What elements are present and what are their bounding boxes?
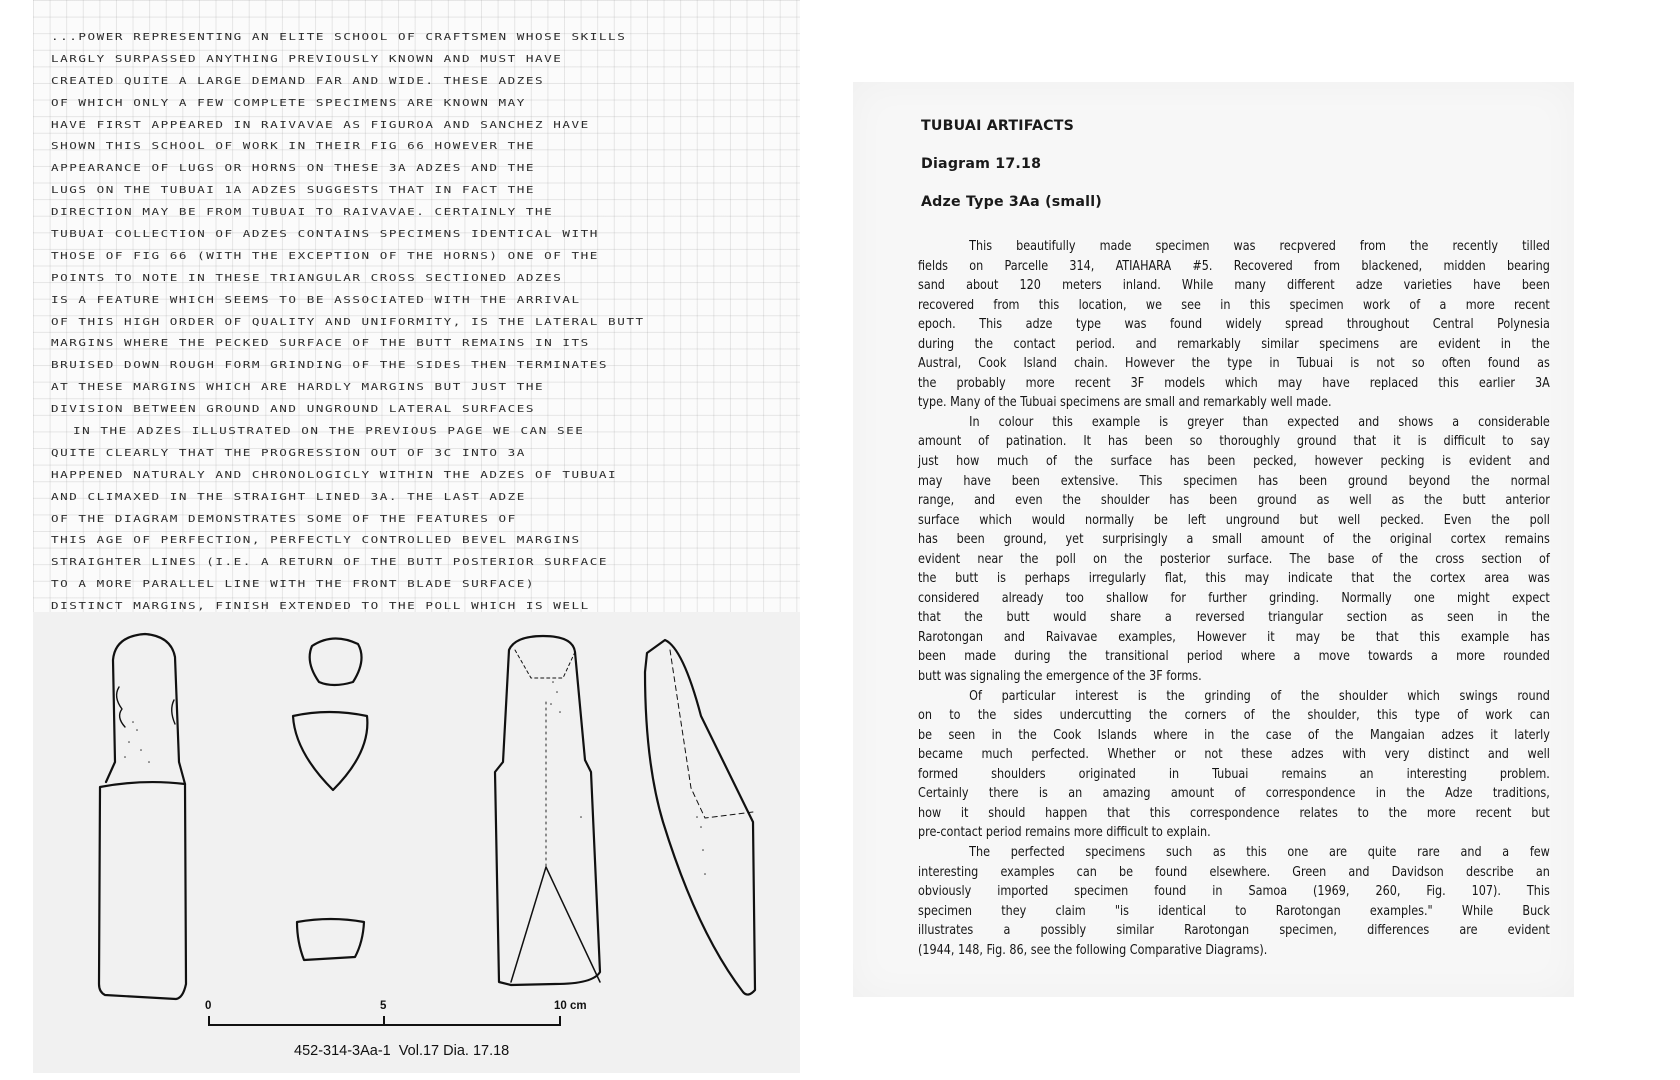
handwritten-line: MARGINS WHERE THE PECKED SURFACE OF THE BUTT REMAINS IN ITS xyxy=(51,337,590,349)
handwritten-line: LARGLY SURPASSED ANYTHING PREVIOUSLY KNOWN AND MUST HAVE xyxy=(51,52,563,65)
body-text-line: The perfected specimens such as this one are quite rare and a few xyxy=(969,844,1550,860)
handwritten-line: CREATED QUITE A LARGE DEMAND FAR AND WIDE. THESE ADZES xyxy=(51,74,545,87)
scale-label-5: 5 xyxy=(380,1000,387,1012)
body-text-line: range, and even the shoulder has been ground as well as the butt anterior xyxy=(918,493,1550,509)
handwritten-line: DISTINCT MARGINS, FINISH EXTENDED TO THE POLL WHICH IS WELL xyxy=(51,599,590,612)
poll-cross-section xyxy=(310,638,362,685)
body-text-line: during the contact period. and remarkably similar specimens are evident in the xyxy=(918,336,1550,352)
body-text-line: amount of patination. It has been so thoroughly ground that it is difficult to say xyxy=(918,434,1550,450)
body-text-line: evident near the poll on the posterior surface. The base of the cross section of xyxy=(918,551,1550,567)
handwritten-line: STRAIGHTER LINES (I.E. A RETURN OF THE BUTT POSTERIOR SURFACE xyxy=(51,556,609,568)
handwritten-line: LUGS ON THE TUBUAI 1A ADZES SUGGESTS THAT IN FACT THE xyxy=(51,183,535,196)
adze-drawing-panel xyxy=(33,612,800,1073)
front-view-drawing xyxy=(99,634,186,999)
body-text-line: interesting examples can be found elsewhere. Green and Davidson describe an xyxy=(918,864,1550,880)
handwritten-notes-page xyxy=(33,0,800,612)
handwritten-line: OF THE DIAGRAM DEMONSTRATES SOME OF THE FEATURES OF xyxy=(51,512,517,525)
handwritten-line: THOSE OF FIG 66 (WITH THE EXCEPTION OF THE HORNS) ONE OF THE xyxy=(51,249,599,262)
handwritten-line: OF THIS HIGH ORDER OF QUALITY AND UNIFORMITY, IS THE LATERAL BUTT xyxy=(51,315,645,328)
handwritten-line: DIVISION BETWEEN GROUND AND UNGROUND LATERAL SURFACES xyxy=(51,402,535,415)
body-text-line: may have been extensive. This specimen has been ground beyond the normal xyxy=(918,473,1550,489)
adze-illustration xyxy=(33,612,800,1073)
body-text-line: (1944, 148, Fig. 86, see the following Comparative Diagrams). xyxy=(918,942,1268,958)
body-text-line: formed shoulders originated in Tubuai remains an interesting problem. xyxy=(918,766,1550,782)
body-text-line: This beautifully made specimen was recpvered from the recently tilled xyxy=(969,239,1550,254)
handwritten-line: SHOWN THIS SCHOOL OF WORK IN THEIR FIG 66 HOWEVER THE xyxy=(51,140,535,152)
body-text-line: Austral, Cook Island chain. However the type in Tubuai is not so often found as xyxy=(918,356,1550,372)
scale-label-10cm: 10 cm xyxy=(554,1000,587,1012)
body-text-line: the probably more recent 3F models which may have replaced this earlier 3A xyxy=(918,375,1550,391)
back-view-drawing xyxy=(495,636,600,985)
handwritten-line: QUITE CLEARLY THAT THE PROGRESSION OUT OF 3C INTO 3A xyxy=(51,446,526,459)
diagram-number: Diagram 17.18 xyxy=(921,156,1042,172)
body-text-line: In colour this example is greyer than expected and shows a considerable xyxy=(969,414,1550,430)
body-text-line: the butt is perhaps irregularly flat, this may indicate that the cortex area was xyxy=(918,571,1550,587)
document-body-text xyxy=(918,237,1550,960)
body-text-line: surface which would normally be left unground but well pecked. Even the poll xyxy=(918,512,1550,528)
body-text-line: Certainly there is an amazing amount of correspondence in the Adze traditions, xyxy=(918,786,1550,802)
body-text-line: illustrates a possibly similar Rarotongan specimen, differences are evident xyxy=(918,923,1550,939)
body-text-line: pre-contact period remains more difficult to explain. xyxy=(918,825,1211,841)
mid-cross-section xyxy=(293,712,367,790)
body-text-line: just how much of the surface has been pecked, however pecking is evident and xyxy=(918,454,1550,470)
body-text-line: sand about 120 meters inland. While many different adze varieties have been xyxy=(918,278,1550,294)
body-text-line: type. Many of the Tubuai specimens are small and remarkably well made. xyxy=(918,395,1332,411)
handwritten-line: POINTS TO NOTE IN THESE TRIANGULAR CROSS SECTIONED ADZES xyxy=(51,271,563,284)
body-text-line: specimen they claim "is identical to Rarotongan examples." While Buck xyxy=(918,903,1550,919)
handwritten-line: BRUISED DOWN ROUGH FORM GRINDING OF THE SIDES THEN TERMINATES xyxy=(51,359,609,371)
handwritten-line: IN THE ADZES ILLUSTRATED ON THE PREVIOUS PAGE WE CAN SEE xyxy=(73,424,585,437)
scale-label-0: 0 xyxy=(205,1000,212,1012)
handwritten-line: TUBUAI COLLECTION OF ADZES CONTAINS SPECIMENS IDENTICAL WITH xyxy=(51,227,599,240)
body-text-line: fields on Parcelle 314, ATIAHARA #5. Recovered from blackened, midden bearing xyxy=(918,258,1550,274)
handwritten-line: ...POWER REPRESENTING AN ELITE SCHOOL OF CRAFTSMEN WHOSE SKILLS xyxy=(51,30,627,43)
body-text-line: obviously imported specimen found in Samoa (1969, 260, Fig. 107). This xyxy=(918,884,1550,900)
handwritten-line: DIRECTION MAY BE FROM TUBUAI TO RAIVAVAE. CERTAINLY THE xyxy=(51,205,554,218)
body-text-line: be seen in the Cook Islands where in the case of the Mangaian adzes it laterly xyxy=(918,727,1550,743)
adze-type-subtitle: Adze Type 3Aa (small) xyxy=(921,194,1102,210)
body-text-line: how it should happen that this correspondence relates to the more recent but xyxy=(918,805,1550,821)
typed-document-page xyxy=(853,82,1574,997)
handwritten-line: APPEARANCE OF LUGS OR HORNS ON THESE 3A ADZES AND THE xyxy=(51,162,535,174)
body-text-line: Of particular interest is the grinding of the shoulder which swings round xyxy=(969,688,1550,704)
document-title: TUBUAI ARTIFACTS xyxy=(921,118,1075,134)
handwritten-line: TO A MORE PARALLEL LINE WITH THE FRONT BLADE SURFACE) xyxy=(51,578,535,590)
handwritten-line: AND CLIMAXED IN THE STRAIGHT LINED 3A. THE LAST ADZE xyxy=(51,490,526,503)
handwritten-line: HAVE FIRST APPEARED IN RAIVAVAE AS FIGUROA AND SANCHEZ HAVE xyxy=(51,118,590,131)
handwritten-line: AT THESE MARGINS WHICH ARE HARDLY MARGINS BUT JUST THE xyxy=(51,380,545,393)
handwritten-line: THIS AGE OF PERFECTION, PERFECTLY CONTROLLED BEVEL MARGINS xyxy=(51,534,581,546)
handwritten-line: IS A FEATURE WHICH SEEMS TO BE ASSOCIATED WITH THE ARRIVAL xyxy=(51,293,581,306)
stipple-texture xyxy=(124,681,706,875)
body-text-line: became much perfected. Whether or not these adzes with very distinct and well xyxy=(918,747,1550,763)
body-text-line: epoch. This adze type was found widely spread throughout Central Polynesia xyxy=(918,317,1550,333)
side-profile-drawing xyxy=(645,640,755,995)
body-text-line: on to the sides undercutting the corners of the shoulder, this type of work can xyxy=(918,708,1550,724)
scale-bar xyxy=(209,1016,560,1026)
body-text-line: considered already too shallow for further grinding. Normally one might expect xyxy=(918,590,1550,606)
body-text-line: that the butt would share a reversed triangular section as seen in the xyxy=(918,610,1550,626)
body-text-line: has been ground, yet surprisingly a small amount of the original cortex remains xyxy=(918,532,1550,548)
drawing-caption: 452-314-3Aa-1 Vol.17 Dia. 17.18 xyxy=(294,1043,510,1059)
body-text-line: been made during the transitional period where a move towards a more rounded xyxy=(918,649,1550,665)
body-text-line: butt was signaling the emergence of the 3F forms. xyxy=(918,669,1202,685)
handwritten-line: OF WHICH ONLY A FEW COMPLETE SPECIMENS ARE KNOWN MAY xyxy=(51,96,526,109)
body-text-line: Rarotongan and Raivavae examples, However it may be that this example has xyxy=(918,629,1550,645)
handwritten-line: HAPPENED NATURALY AND CHRONOLOGICLY WITHIN THE ADZES OF TUBUAI xyxy=(51,468,618,481)
body-text-line: recovered from this location, we see in this specimen work of a more recent xyxy=(918,297,1550,313)
blade-cross-section xyxy=(297,919,364,960)
